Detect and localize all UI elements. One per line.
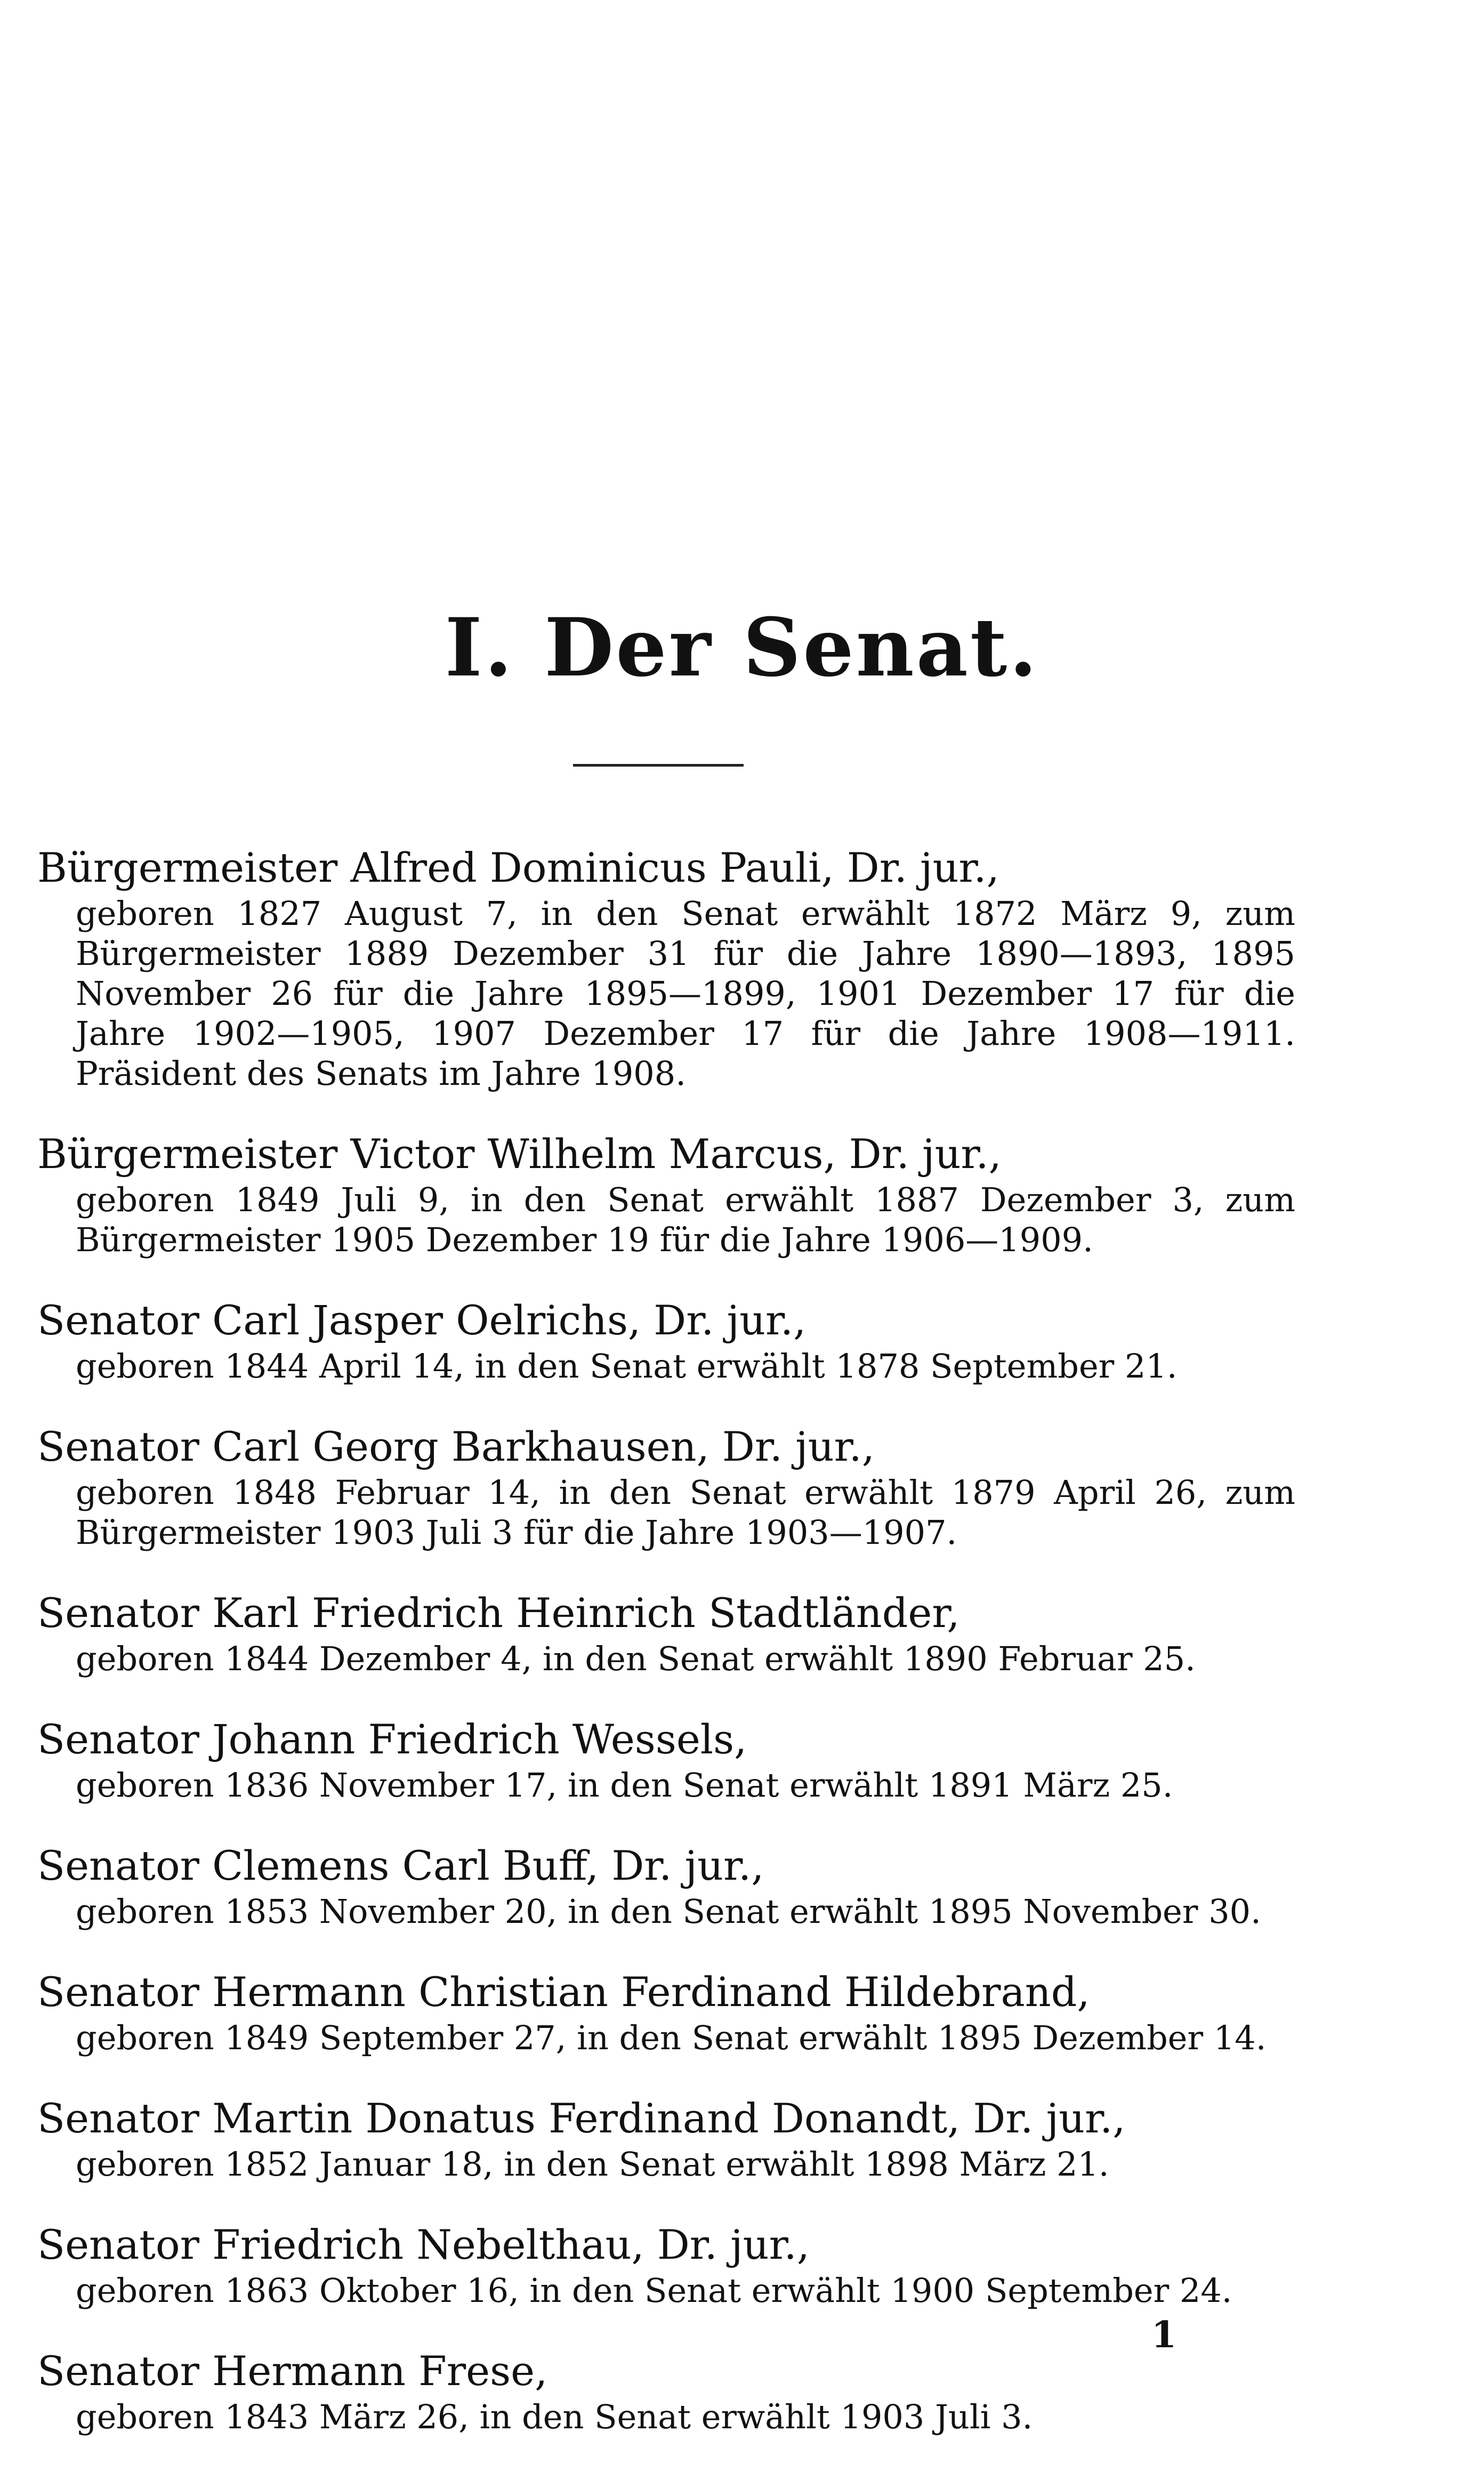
entry-name: Senator Martin Donatus Ferdinand Donandt, Dr. jur., xyxy=(37,2095,1126,2142)
entry-details: geboren 1849 Juli 9, in den Senat erwählt 1887 Dezember 3, zum Bürgermeister 1905 Dezember 19 für die Jahre 1906—1909. xyxy=(76,1180,1295,1259)
entry-name: Senator Hermann Frese, xyxy=(37,2347,548,2395)
entry-name: Senator Carl Jasper Oelrichs, Dr. jur., xyxy=(37,1297,806,1344)
senator-list xyxy=(37,842,1295,2472)
entry-details: geboren 1844 Dezember 4, in den Senat erwählt 1890 Februar 25. xyxy=(76,1639,1196,1678)
entry-details: geboren 1853 November 20, in den Senat erwählt 1895 November 30. xyxy=(76,1892,1261,1931)
list-item xyxy=(37,1588,1295,1679)
list-item xyxy=(37,2219,1295,2310)
entry-details: geboren 1863 Oktober 16, in den Senat erwählt 1900 September 24. xyxy=(76,2271,1232,2310)
list-item xyxy=(37,1129,1295,1260)
entry-details: geboren 1844 April 14, in den Senat erwählt 1878 September 21. xyxy=(76,1347,1177,1386)
list-item xyxy=(37,1714,1295,1805)
list-item xyxy=(37,1295,1295,1386)
entry-details: geboren 1843 März 26, in den Senat erwählt 1903 Juli 3. xyxy=(76,2397,1033,2436)
entry-details: geboren 1848 Februar 14, in den Senat erwählt 1879 April 26, zum Bürgermeister 1903 Juli 3 für die Jahre 1903—1907. xyxy=(76,1473,1295,1552)
entry-details: geboren 1849 September 27, in den Senat erwählt 1895 Dezember 14. xyxy=(76,2018,1267,2057)
chapter-title: I. Der Senat. xyxy=(445,601,1039,695)
list-item xyxy=(37,1421,1295,1552)
entry-name: Bürgermeister Victor Wilhelm Marcus, Dr. jur., xyxy=(37,1130,1002,1178)
list-item xyxy=(37,2346,1295,2437)
list-item xyxy=(37,842,1295,1093)
entry-name: Senator Johann Friedrich Wessels, xyxy=(37,1716,747,1763)
page-number: 1 xyxy=(1151,2314,1177,2356)
entry-name: Senator Hermann Christian Ferdinand Hildebrand, xyxy=(37,1968,1090,2016)
list-item xyxy=(37,2093,1295,2184)
entry-name: Senator Carl Georg Barkhausen, Dr. jur., xyxy=(37,1423,875,1470)
title-divider xyxy=(573,764,744,767)
entry-name: Senator Friedrich Nebelthau, Dr. jur., xyxy=(37,2221,810,2268)
entry-details: geboren 1827 August 7, in den Senat erwählt 1872 März 9, zum Bürgermeister 1889 Dezember 31 für die Jahre 1890—1893, 1895 November 26 für die Jahre 1895—1899, 1901 Dezember 17 für die Jahre 1902—1905, 1907 Dezember 17 für die Jahre 1908—1911. Präsident des Senats im Jahre 1908. xyxy=(76,894,1295,1093)
entry-name: Senator Karl Friedrich Heinrich Stadtländer, xyxy=(37,1589,960,1637)
list-item xyxy=(37,1840,1295,1931)
entry-name: Senator Clemens Carl Buff, Dr. jur., xyxy=(37,1842,764,1889)
entry-details: geboren 1836 November 17, in den Senat erwählt 1891 März 25. xyxy=(76,1766,1173,1805)
entry-details: geboren 1852 Januar 18, in den Senat erwählt 1898 März 21. xyxy=(76,2145,1109,2184)
list-item xyxy=(37,1967,1295,2058)
entry-name: Bürgermeister Alfred Dominicus Pauli, Dr. jur., xyxy=(37,844,999,891)
